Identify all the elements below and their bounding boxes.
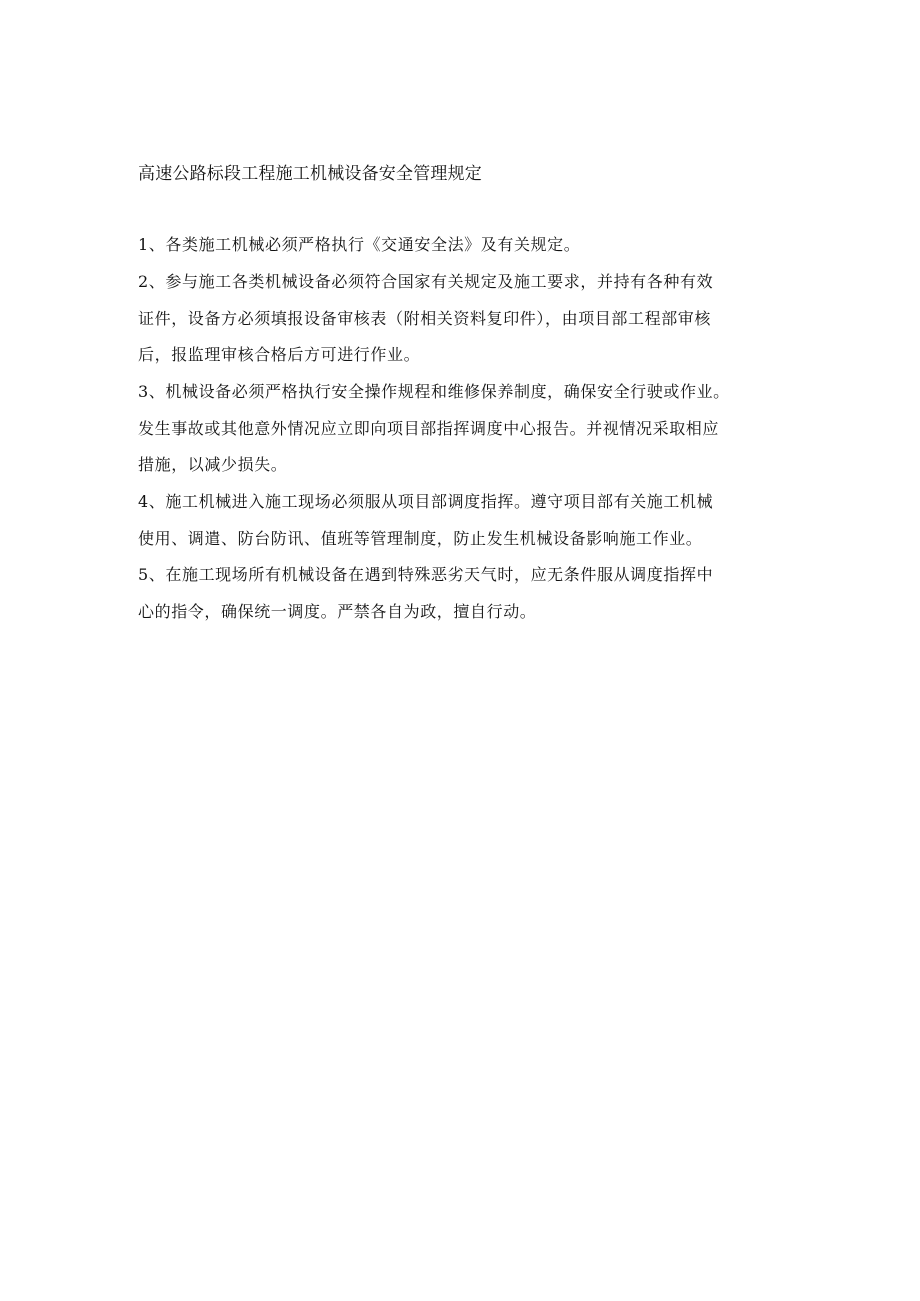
text-line: 证件，设备方必须填报设备审核表（附相关资料复印件），由项目部工程部审核 <box>138 309 712 328</box>
text-line: 心的指令，确保统一调度。严禁各自为政，擅自行动。 <box>138 602 537 621</box>
text-line: 3、机械设备必须严格执行安全操作规程和维修保养制度，确保安全行驶或作业。 <box>138 382 730 401</box>
text-line: 后，报监理审核合格后方可进行作业。 <box>138 345 421 364</box>
text-line: 1、各类施工机械必须严格执行《交通安全法》及有关规定。 <box>138 235 581 254</box>
text-line: 措施，以减少损失。 <box>138 455 288 474</box>
text-line: 发生事故或其他意外情况应立即向项目部指挥调度中心报告。并视情况采取相应 <box>138 419 720 438</box>
text-line: 5、在施工现场所有机械设备在遇到特殊恶劣天气时，应无条件服从调度指挥中 <box>138 565 714 584</box>
text-line: 4、施工机械进入施工现场必须服从项目部调度指挥。遵守项目部有关施工机械 <box>138 492 714 511</box>
text-line: 2、参与施工各类机械设备必须符合国家有关规定及施工要求，并持有各种有效 <box>138 272 714 291</box>
document-title: 高速公路标段工程施工机械设备安全管理规定 <box>138 164 482 184</box>
text-line: 使用、调遣、防台防讯、值班等管理制度，防止发生机械设备影响施工作业。 <box>138 529 703 548</box>
